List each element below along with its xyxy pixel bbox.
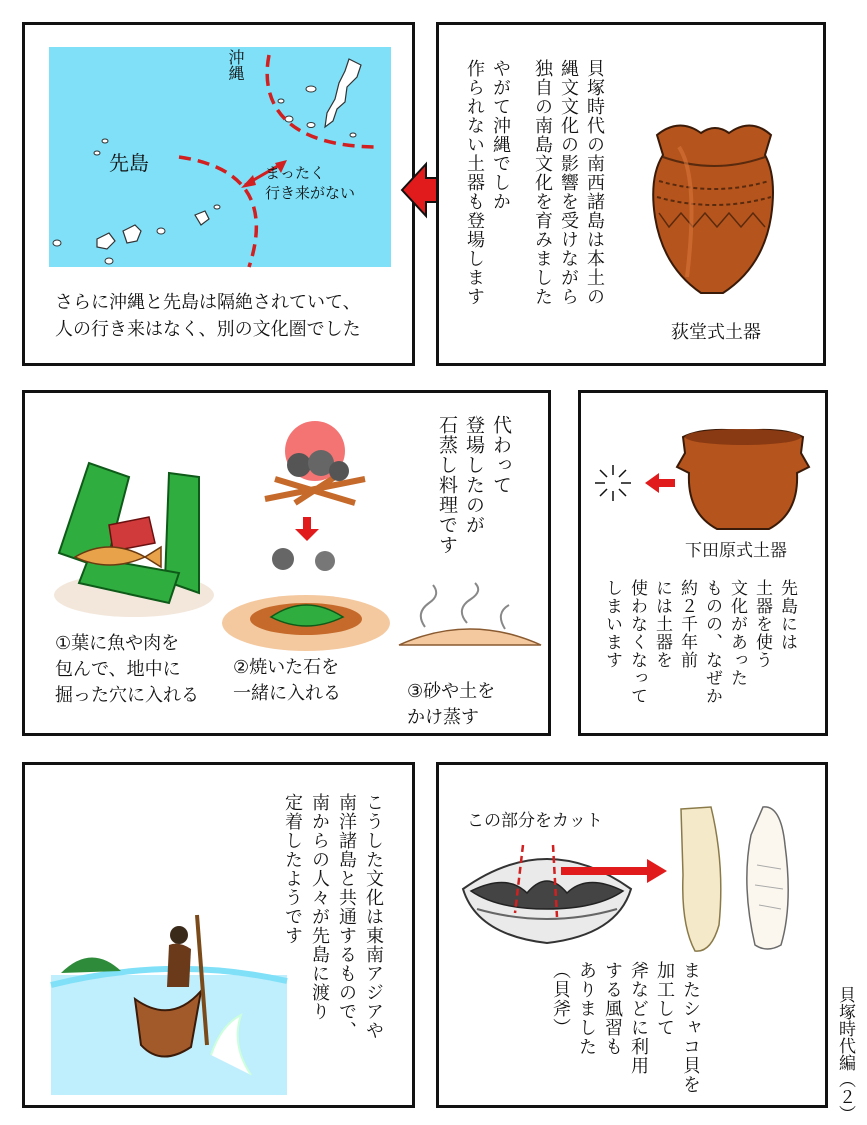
map-label-sakishima: 先島 (109, 151, 149, 175)
step3-text: ③砂や土を かけ蒸す (407, 681, 496, 728)
shimotabaru-vertical-text: 先島には 土器を使う 文化があった ものの、なぜか 約２千年前 には土器を 使わなくなって しまいます (602, 579, 797, 705)
right-arrow (561, 859, 667, 883)
intro-vertical-text: 貝塚時代の南西諸島は本土の 縄文文化の影響を受けながら 独自の南島文化を育みました (532, 59, 605, 306)
panel-map (22, 22, 415, 366)
pit-image (221, 543, 391, 653)
step2-text: ②焼いた石を 一緒に入れる (233, 657, 341, 704)
shimotabaru-pot-label: 下田原式土器 (685, 541, 787, 561)
canoe-image (51, 895, 287, 1095)
map-illustration (49, 47, 391, 267)
giant-clam-vertical-text: またシャコ貝を 加工して 斧などに利用 する風習も ありました （貝斧） (550, 961, 701, 1094)
panel-shimotabaru-pottery (578, 390, 828, 736)
shell-axe-image-1 (671, 805, 731, 955)
panel-stone-steaming (22, 390, 551, 736)
okinawa-pottery-vertical-text: やがて沖縄でしか 作られない土器も登場します (464, 59, 511, 306)
shimotabaru-pot-image (673, 423, 813, 533)
panel-ogido-pottery (436, 22, 826, 366)
giant-clam-image (457, 839, 637, 949)
migration-vertical-text: こうした文化は東南アジアや 南洋諸島と共通するもので、 南からの人々が先島に渡り 定着したようです (282, 793, 384, 1040)
vanish-burst-icon (593, 463, 633, 503)
map-label-no-traffic: まったく 行き来がない (265, 164, 356, 202)
map-caption: さらに沖縄と先島は隔絶されていて、 人の行き来はなく、別の文化圏でした (55, 292, 361, 340)
map-label-okinawa: 沖縄 (226, 49, 245, 81)
stone-steaming-vertical-text: 代わって 登場したのが 石蒸し料理です (436, 415, 512, 555)
cut-label: この部分をカット (467, 811, 603, 831)
leaf-wrap-image (49, 453, 219, 623)
fire-image (255, 407, 375, 507)
ogido-pot-label: 荻堂式土器 (671, 322, 761, 343)
left-arrow-small (645, 473, 675, 493)
step1-text: ①葉に魚や肉を 包んで、地中に 掘った穴に入れる (55, 633, 199, 706)
ogido-pot-image (639, 117, 789, 297)
steaming-mound-image (395, 583, 545, 663)
panel-migration (22, 762, 415, 1108)
shell-axe-image-2 (741, 805, 801, 955)
down-arrow (295, 517, 319, 541)
panel-giant-clam (436, 762, 828, 1108)
series-label: 貝塚時代編（２） (835, 986, 855, 1122)
